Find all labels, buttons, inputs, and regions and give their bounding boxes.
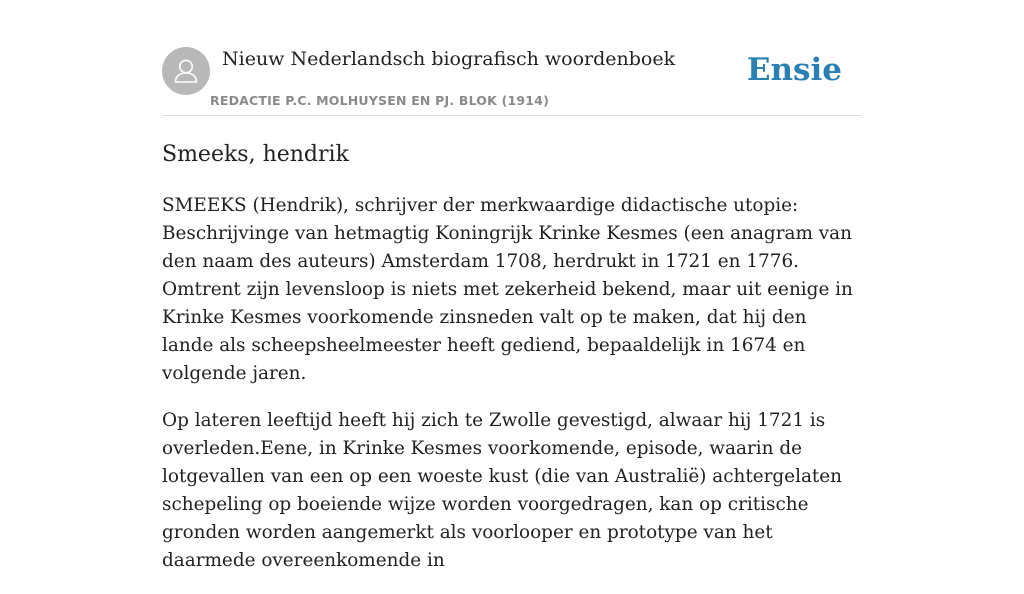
source-header bbox=[162, 47, 862, 115]
entry-body bbox=[162, 192, 862, 594]
author-avatar[interactable] bbox=[162, 47, 210, 95]
entry-paragraph: Op lateren leeftijd heeft hij zich te Zwolle gevestigd, alwaar hij 1721 is overleden.Eene, in Krinke Kesmes voorkomende, episode, waarin de lotgevallen van een op een woeste kust (die van Australië) achtergelaten schepeling op boeiende wijze worden voorgedragen, kan op critische gronden worden aangemerkt als voorlooper en prototype van het daarmede overeenkomende in bbox=[162, 410, 843, 571]
entry-title: Smeeks, hendrik bbox=[162, 142, 349, 167]
user-icon bbox=[162, 47, 210, 95]
source-title[interactable]: Nieuw Nederlandsch biografisch woordenboek bbox=[222, 48, 676, 70]
brand-logo[interactable]: Ensie bbox=[746, 52, 842, 88]
entry-paragraph: SMEEKS (Hendrik), schrijver der merkwaardige didactische utopie: Beschrijvinge van hetmagtig Koningrijk Krinke Kesmes (een anagram van den naam des auteurs) Amsterdam 1708, herdrukt in 1721 en 1776. Omtrent zijn levensloop is niets met zekerheid bekend, maar uit eenige in Krinke Kesmes voorkomende zinsneden valt op te maken, dat hij den lande als scheepsheelmeester heeft gediend, bepaaldelijk in 1674 en volgende jaren. bbox=[162, 195, 853, 384]
source-subtitle: REDACTIE P.C. MOLHUYSEN EN PJ. BLOK (1914) bbox=[210, 93, 549, 108]
header-divider bbox=[162, 115, 862, 116]
